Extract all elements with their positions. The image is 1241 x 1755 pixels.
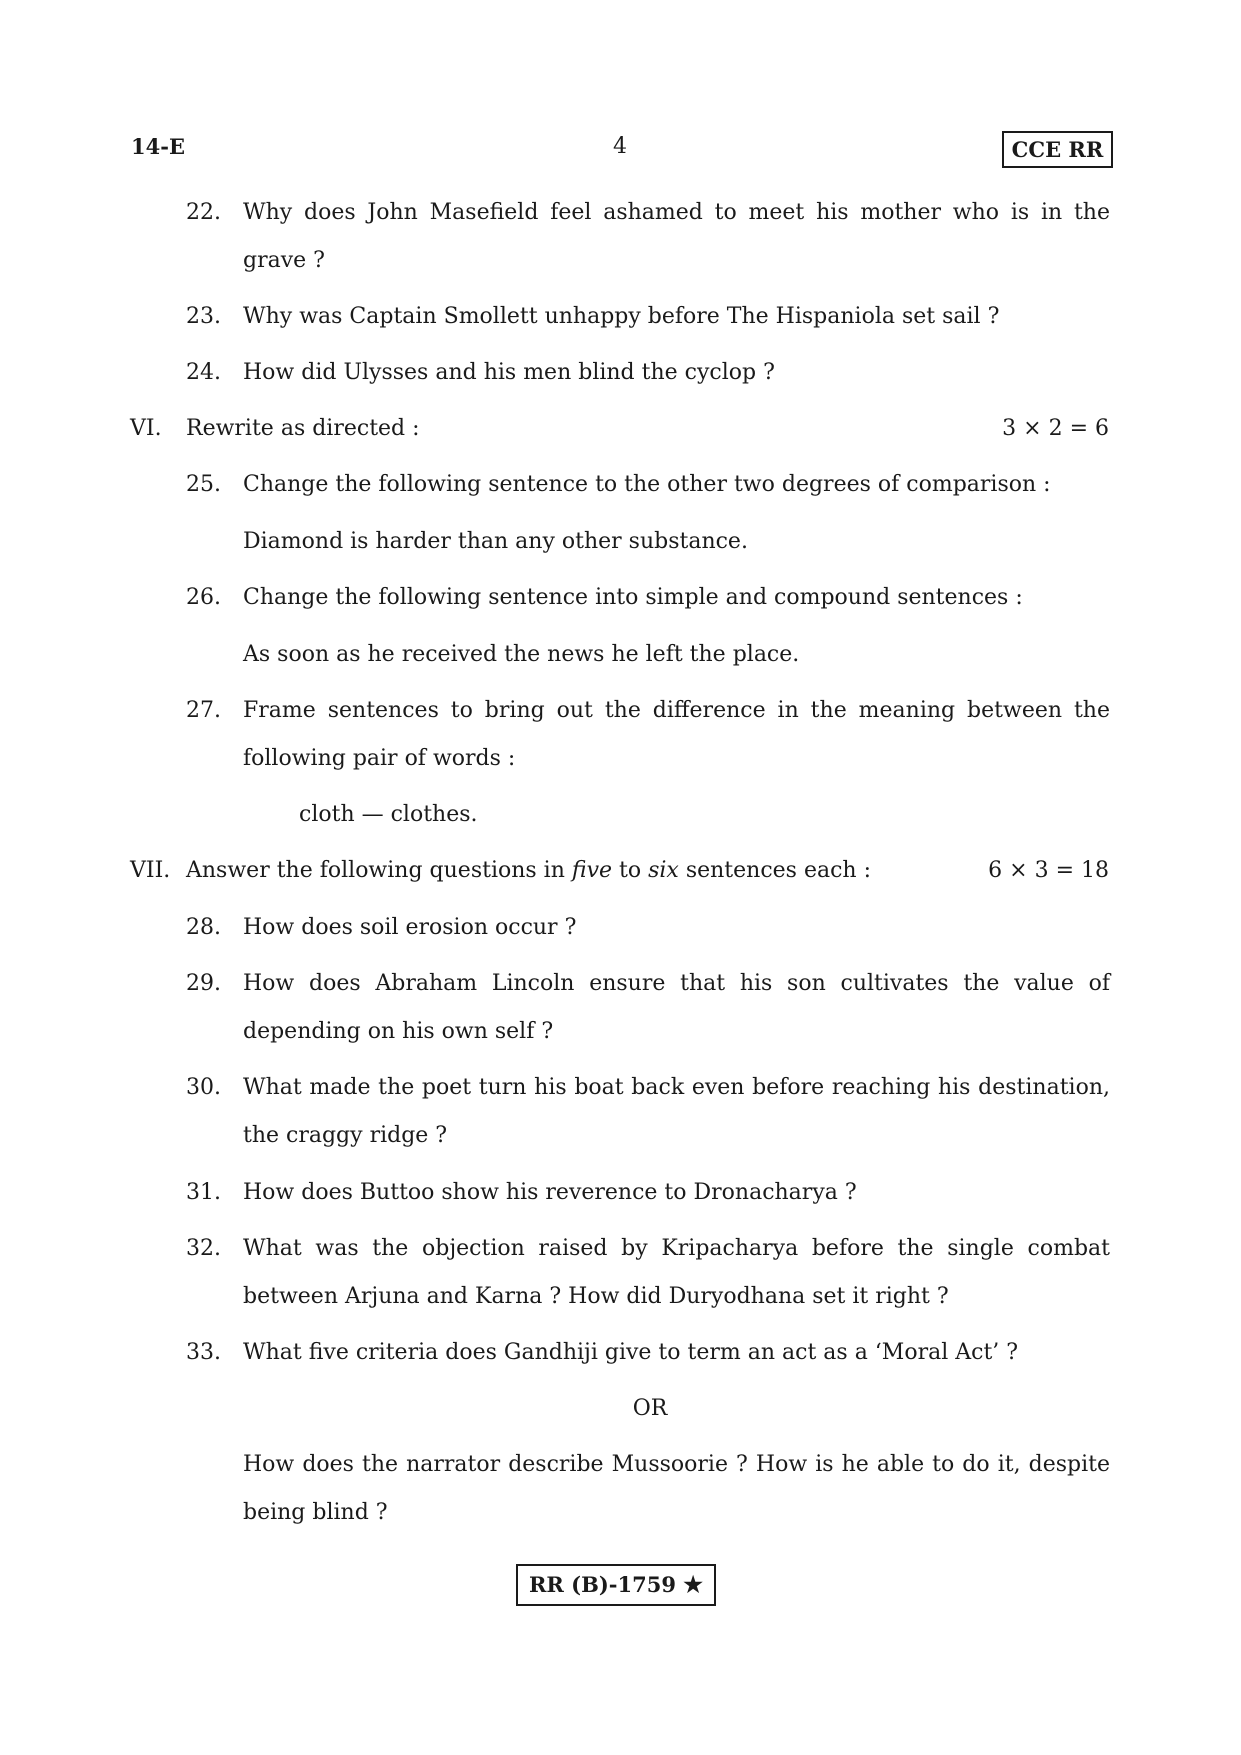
question-number: 24. — [186, 360, 221, 385]
section-number: VII. — [130, 858, 171, 883]
question-text: How does Buttoo show his reverence to Dronacharya ? — [243, 1180, 857, 1205]
word-pair: cloth — clothes. — [299, 802, 478, 827]
footer-code: RR (B)-1759 — [528, 1572, 676, 1597]
question-number: 22. — [186, 200, 221, 225]
question-text: Why does John Masefield feel ashamed to meet his mother who is in the grave ? — [243, 200, 1110, 273]
section-marks: 3 × 2 = 6 — [1002, 416, 1109, 441]
question-text: Why was Captain Smollett unhappy before The Hispaniola set sail ? — [243, 304, 1000, 329]
question-sentence: Diamond is harder than any other substance. — [243, 529, 748, 554]
section-title: Rewrite as directed : — [186, 416, 420, 441]
question-number: 28. — [186, 915, 221, 940]
question-number: 32. — [186, 1236, 221, 1261]
question-number: 26. — [186, 585, 221, 610]
question-text: Frame sentences to bring out the difference in the meaning between the following pair of words : — [243, 698, 1110, 771]
question-text: What five criteria does Gandhiji give to term an act as a ‘Moral Act’ ? — [243, 1340, 1019, 1365]
question-text: How did Ulysses and his men blind the cyclop ? — [243, 360, 775, 385]
question-number: 23. — [186, 304, 221, 329]
question-number: 25. — [186, 472, 221, 497]
question-sentence: As soon as he received the news he left the place. — [243, 642, 800, 667]
question-text: Change the following sentence into simple and compound sentences : — [243, 585, 1023, 610]
question-text: How does soil erosion occur ? — [243, 915, 577, 940]
question-number: 27. — [186, 698, 221, 723]
footer-code-box — [516, 1564, 716, 1606]
question-number: 29. — [186, 971, 221, 996]
question-number: 31. — [186, 1180, 221, 1205]
section-title: Answer the following questions in five to six sentences each : — [186, 858, 871, 883]
question-number: 30. — [186, 1075, 221, 1100]
alternative-question-text: How does the narrator describe Mussoorie ? How is he able to do it, despite being blind ? — [243, 1452, 1110, 1525]
question-number: 33. — [186, 1340, 221, 1365]
question-text: Change the following sentence to the other two degrees of comparison : — [243, 472, 1051, 497]
question-text: What was the objection raised by Kripacharya before the single combat between Arjuna and Karna ? How did Duryodhana set it right ? — [243, 1236, 1110, 1309]
series-box: CCE RR — [1002, 131, 1113, 168]
or-divider: OR — [632, 1396, 668, 1421]
paper-code: 14-E — [131, 134, 185, 159]
question-text: What made the poet turn his boat back even before reaching his destination, the craggy ridge ? — [243, 1075, 1110, 1148]
page-number: 4 — [613, 134, 627, 159]
section-number: VI. — [130, 416, 162, 441]
star-icon: ★ — [683, 1572, 704, 1598]
section-marks: 6 × 3 = 18 — [988, 858, 1109, 883]
question-text: How does Abraham Lincoln ensure that his son cultivates the value of depending on his own self ? — [243, 971, 1110, 1044]
